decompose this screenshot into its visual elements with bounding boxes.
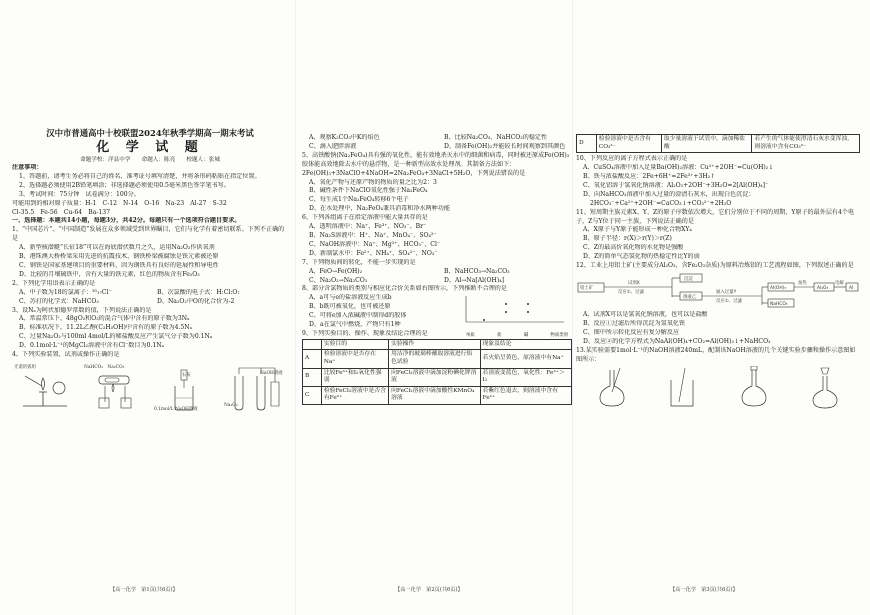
option-b: B、比较Na₂CO₃、NaHCO₃的稳定性	[444, 134, 548, 141]
option-b: B、Na₂S溶液中：H⁺、Na⁺、MnO₄⁻、SO₄²⁻	[309, 231, 437, 239]
option-c: C、苏打的化学式：NaHCO₃	[19, 297, 99, 305]
option-d: D、a在氯气中燃烧，产物只有1种	[309, 321, 401, 329]
option-d: D、制备Fe(OH)₂并能较长时间观察到其颜色	[444, 142, 566, 150]
note-item: 2、选择题必须使用2B铅笔填涂；非选择题必须使用0.5毫米黑色签字笔书写。	[19, 181, 230, 189]
question-10	[576, 155, 860, 208]
solution-prep-figures	[576, 366, 860, 410]
option-d: D、Al→Na[Al(OH)₄]	[444, 276, 505, 284]
question-1	[12, 226, 288, 279]
table-cell: 检验FeCl₂溶液中是否含有Fe²⁺	[321, 386, 388, 404]
apparatus-label: 0.1mol/L NaOH溶液	[154, 406, 198, 412]
exam-authors: 命题学校：洋县中学 命题人：陈亮 校题人：张城	[80, 157, 220, 163]
table-cell: 实验操作	[389, 339, 480, 350]
option-a: A、CuSO₄溶液中加入足量Ba(OH)₂溶液：Cu²⁺+2OH⁻=Cu(OH)₂↓	[583, 164, 774, 172]
table-row	[577, 135, 860, 153]
axis-label: 盐	[497, 333, 502, 339]
option-b: B、标准状况下，11.2L乙醇(C₂H₅OH)中含有的原子数为4.5Nₐ	[19, 324, 192, 332]
table-row	[303, 350, 572, 368]
question-stem: 8、部分含氯物质的类别与相应化合价关系如右图所示，下列推断不合理的是	[302, 285, 507, 293]
flame-test-figure	[12, 362, 78, 414]
flow-label: 电解	[835, 280, 844, 286]
option-c: C、NaOH溶液中：Na⁺、Mg²⁺、HCO₃⁻、Cl⁻	[309, 240, 441, 248]
volumetric-flask-icon	[592, 366, 632, 410]
flow-node: 溶液乙	[683, 294, 697, 300]
experiment-table	[302, 339, 572, 405]
option-d: D、比较的月壤硫铁中，含有大量的铁元素，红色的物质含有Fe₂O₃	[19, 270, 200, 278]
question-13	[576, 347, 860, 411]
option-a: A、试剂X可以是氢氧化钠溶液，也可以是盐酸	[583, 310, 708, 318]
option-c: C、Na₂O₂→Na₂CO₃	[309, 276, 368, 284]
dropper-figure	[152, 362, 218, 414]
table-cell: 检验溶液中是否含有CO₃²⁻	[596, 135, 661, 153]
question-5	[302, 152, 572, 214]
volumetric-flask-icon	[805, 366, 845, 410]
table-cell: 向FeCl₂溶液中滴加酸性KMnO₄溶液	[389, 386, 480, 404]
option-d-equation: 2HCO₃⁻+Ca²⁺+2OH⁻=CaCO₃↓+CO₃²⁻+2H₂O	[590, 199, 732, 207]
option-d: D、Z的简单气态氢化物的热稳定性比Y的弱	[583, 253, 700, 261]
question-stem: 9、下列实验目的、操作、现象及结论合理的是	[302, 329, 428, 337]
question-stem: 12、工业上用铝土矿(主要成分Al₂O₃，含Fe₂O₃杂质)为原料冶炼铝的工艺流程如图，下列叙述正确的是	[576, 262, 854, 270]
feoh2-figure	[222, 362, 288, 414]
question-4	[12, 351, 288, 414]
flow-node-ore: 铝土矿	[580, 285, 594, 291]
apparatus-label: NaOH溶液	[260, 370, 283, 376]
question-stem: 2、下列化学用语表示正确的是	[12, 279, 96, 287]
option-d: D、0.1mol·L⁻¹的MgCl₂溶液中含有Cl⁻数目为0.1Nₐ	[19, 342, 164, 350]
notes-heading: 注意事项：	[12, 164, 43, 171]
option-c: C、Z的最高价氧化物的水化物是强酸	[583, 244, 684, 252]
table-cell: 比较Fe³⁺和I₂氧化性强弱	[321, 368, 388, 386]
experiment-table-continued	[576, 134, 860, 153]
flow-node: Al	[849, 285, 854, 291]
note-item: 1、答题前，请考生务必将自己的姓名、准考证号填写清楚，并将条形码粘贴在指定位置。	[19, 172, 261, 180]
table-cell	[303, 339, 322, 350]
option-a: A、氧化产物与还原产物的物质的量之比为2：3	[309, 178, 437, 186]
table-cell: C	[303, 386, 322, 404]
question-stem: 7、下列物质间的转化，不能一步实现的是	[302, 258, 416, 266]
table-cell: 检验溶液中是否存在Na⁺	[321, 350, 388, 368]
option-b: B、港珠澳大桥桥梁采用先进的抗震技术，钢铁桥梁被腐蚀是铁元素被还原	[19, 253, 219, 261]
option-c: C、过量Na₂O₂与100ml 4mol/L的稀盐酸反应产生氯气分子数为0.1Nₐ	[19, 333, 213, 341]
flow-node: Al₂O₃	[817, 285, 829, 291]
apparatus-label: 石灰	[182, 372, 191, 378]
table-cell: 向FeCl₃溶液中滴加淀粉碘化钾溶液	[389, 368, 480, 386]
question-2	[12, 280, 288, 307]
table-cell: 若溶液变蓝色，氧化性：Fe³⁺＞I₂	[480, 368, 571, 386]
note-item: 3、考试时间：75分钟 试卷满分：100分。	[19, 190, 140, 198]
table-cell: 若紫红色退去，则溶液中含有Fe²⁺	[480, 386, 571, 404]
page-fold	[295, 0, 296, 615]
question-stem: 13.某实验需要1mol·L⁻¹的NaOH溶液240mL，配制该NaOH溶液的几个关键实验步骤和操作示意图如图所示：	[576, 346, 856, 363]
option-a: A、透明溶液中：Na⁺、Fe³⁺、NO₃⁻、Br⁻	[309, 223, 427, 231]
page-1	[12, 128, 288, 588]
option-c: C、氧化铝溶于氢氧化钠溶液：Al₂O₃+2OH⁻+3H₂O=2[Al(OH)₄]⁻	[583, 181, 769, 189]
question-stem: 11、短周期主族元素X、Y、Z的原子序数依次增大，它们分别位于不同的周期，Y原子的最外层有4个电子，Z与Y位于同一主族，下列说法正确的是	[576, 208, 855, 225]
atomic-masses: Cl-35.5 Fe-56 Cu-64 Ba-137	[12, 208, 111, 216]
question-stem: 4、下列实验装置、试剂或操作正确的是	[12, 351, 120, 359]
option-a: A、观察K₂CO₃中K的焰色	[309, 134, 380, 141]
axis-label: 碱	[523, 333, 529, 339]
question-12	[576, 262, 860, 347]
option-b: B、b既可被氧化，也可被还原	[309, 303, 391, 311]
volumetric-flask-icon	[734, 366, 774, 410]
table-cell: 现象及结论	[480, 339, 571, 350]
table-row	[303, 368, 572, 386]
table-cell: B	[303, 368, 322, 386]
option-a: A、中子数为18的氯离子：³⁵₁₇Cl⁻	[19, 288, 112, 296]
apparatus-label: NaHCO₃ Na₂CO₃	[84, 364, 125, 370]
option-a: A、FeO→Fe(OH)₂	[309, 267, 363, 275]
flow-label: 试剂X	[628, 280, 640, 286]
page-footer: 【高一化学 第1页(共6页)】	[110, 587, 178, 593]
exam-header: 汉中市普通高中十校联盟2024年秋季学期高一期末考试	[46, 128, 254, 138]
apparatus-figures	[12, 362, 288, 414]
option-b: B、铁与浓盐酸反应：2Fe+6H⁺=2Fe³⁺+3H₂↑	[583, 173, 716, 180]
option-c: C、可将e加入浓碱液中制得d的胶体	[309, 312, 407, 320]
option-a: A、常温常压下，48gO₂和O₃的混合气体中含有的原子数为3Nₐ	[19, 315, 190, 323]
option-d: D、Na₂O₂中O的化合价为-2	[157, 297, 235, 305]
table-cell: 若火焰呈黄色，原溶液中有Na⁺	[480, 350, 571, 368]
option-d: D、新制氯水中：Fe²⁺、NH₄⁺、SO₄²⁻、NO₃⁻	[309, 249, 438, 257]
table-cell: 若产生的气体能使澄清石灰水变浑浊，则溶液中含有CO₃²⁻	[752, 135, 860, 153]
thermal-stability-figure	[82, 362, 148, 414]
table-cell: 实验目的	[321, 339, 388, 350]
option-c: C、滴入肥胖溶液	[309, 142, 357, 150]
process-flow-diagram	[576, 273, 860, 309]
option-c: C、图中所示转化反应有复分解反应	[583, 328, 680, 336]
table-cell: 用洁净的玻璃棒蘸取溶液进行焰色试验	[389, 350, 480, 368]
option-d: D、向NaHCO₃溶液中加入过量的澄清石灰水，出现白色沉淀：	[583, 190, 755, 198]
question-7	[302, 259, 572, 286]
flow-label: 加热	[798, 280, 807, 286]
page-footer: 【高一化学 第3页(共6页)】	[670, 587, 738, 593]
beaker-icon	[663, 366, 703, 410]
flow-label: 反应①、过滤	[618, 289, 644, 295]
page-2	[302, 134, 572, 590]
option-b: B、反应①过滤后所得沉淀为氢氧化铁	[583, 319, 685, 327]
question-3	[12, 307, 288, 352]
page-footer: 【高一化学 第2页(共6页)】	[395, 587, 463, 593]
axis-label: 单质	[466, 333, 475, 339]
option-b: B、次氯酸的电子式：H:Cl:O:	[157, 288, 240, 296]
page-3	[576, 134, 860, 590]
table-cell: 取少量溶液于试管中，滴加稀盐酸	[661, 135, 752, 153]
table-cell: D	[577, 135, 597, 153]
axis-label: 物质类别	[550, 333, 568, 339]
question-6	[302, 214, 572, 259]
apparatus-label: Na₂O₂	[224, 402, 238, 408]
question-stem: 3、设Nₐ为阿伏加德罗常数的值，下列说法正确的是	[12, 306, 152, 314]
question-stem: 6、下列各组离子在指定溶液中能大量共存的是	[302, 214, 428, 222]
option-b: B、碱性条件下NaClO氧化性强于Na₂FeO₄	[309, 187, 428, 195]
flow-node: 沉淀	[684, 276, 693, 282]
option-a: A、a可与e的盐溶液反应生成b	[309, 294, 392, 302]
flow-label: 通入过量Y	[716, 289, 737, 295]
exam-subject: 化 学 试 题	[96, 140, 204, 155]
option-b: B、原子半径：r(X)＞r(Y)＞r(Z)	[583, 235, 672, 243]
option-d: D、反应②的化学方程式为NaAl(OH)₄+CO₂=Al(OH)₃↓+NaHCO₃	[583, 337, 771, 345]
apparatus-label: 光谱的弧组	[14, 364, 36, 370]
page-fold	[572, 0, 573, 615]
valence-category-figure	[458, 294, 570, 339]
question-stem: 5、高铁酸钠(Na₂FeO₄)具有强的氧化性，能有效地杀灭水中的细菌和病毒，同时被还原成Fe(OH)₃胶体能高效地除去水中的悬浮物，是一种新型高效水处理剂。其制备方法如下：2Fe(OH)₃+3NaClO+4NaOH=2Na₂FeO₄+3NaCl+5H₂O，下列说法错误的是	[302, 151, 570, 177]
option-c: C、钢铁是国家基建项目的重要材料，因为钢铁具有良好的延展性和导电性	[19, 261, 219, 269]
atomic-masses: 可能用到的相对原子质量：H-1 C-12 N-14 O-16 Na-23 Al-27 S-32	[12, 199, 227, 207]
table-row	[303, 386, 572, 404]
flow-label: 反应②、过滤	[716, 298, 742, 304]
option-b: B、NaHCO₃→Na₂CO₃	[444, 267, 510, 275]
question-stem: 10、下列反应的离子方程式表示正确的是	[576, 155, 688, 163]
option-a: A、X原子与Y原子能形成一种化合物XY₄	[583, 226, 692, 234]
question-11	[576, 209, 860, 262]
section-heading: 一、选择题：本题共14小题，每题3分，共42分。每题只有一个选项符合题目要求。	[12, 217, 241, 225]
flow-node: Al(OH)₃	[770, 285, 787, 291]
table-cell: A	[303, 350, 322, 368]
flow-node: NaHCO₃	[770, 301, 788, 307]
option-d: D、在水处理中，Na₂FeO₄兼具消毒和净水两种功能	[309, 205, 450, 213]
option-a: A、新型核潜艇“长征18”可以在海底潜伏数月之久，运用Na₂O₂作供氧剂	[19, 244, 215, 252]
question-stem: 1、“中国芯片”、“中国制造”发展在众多领域受到世界瞩目，它们与化学有着密切联系。下列不正确的是	[12, 226, 285, 243]
option-c: C、每生成1个Na₂FeO₄转移6个电子	[309, 196, 409, 204]
